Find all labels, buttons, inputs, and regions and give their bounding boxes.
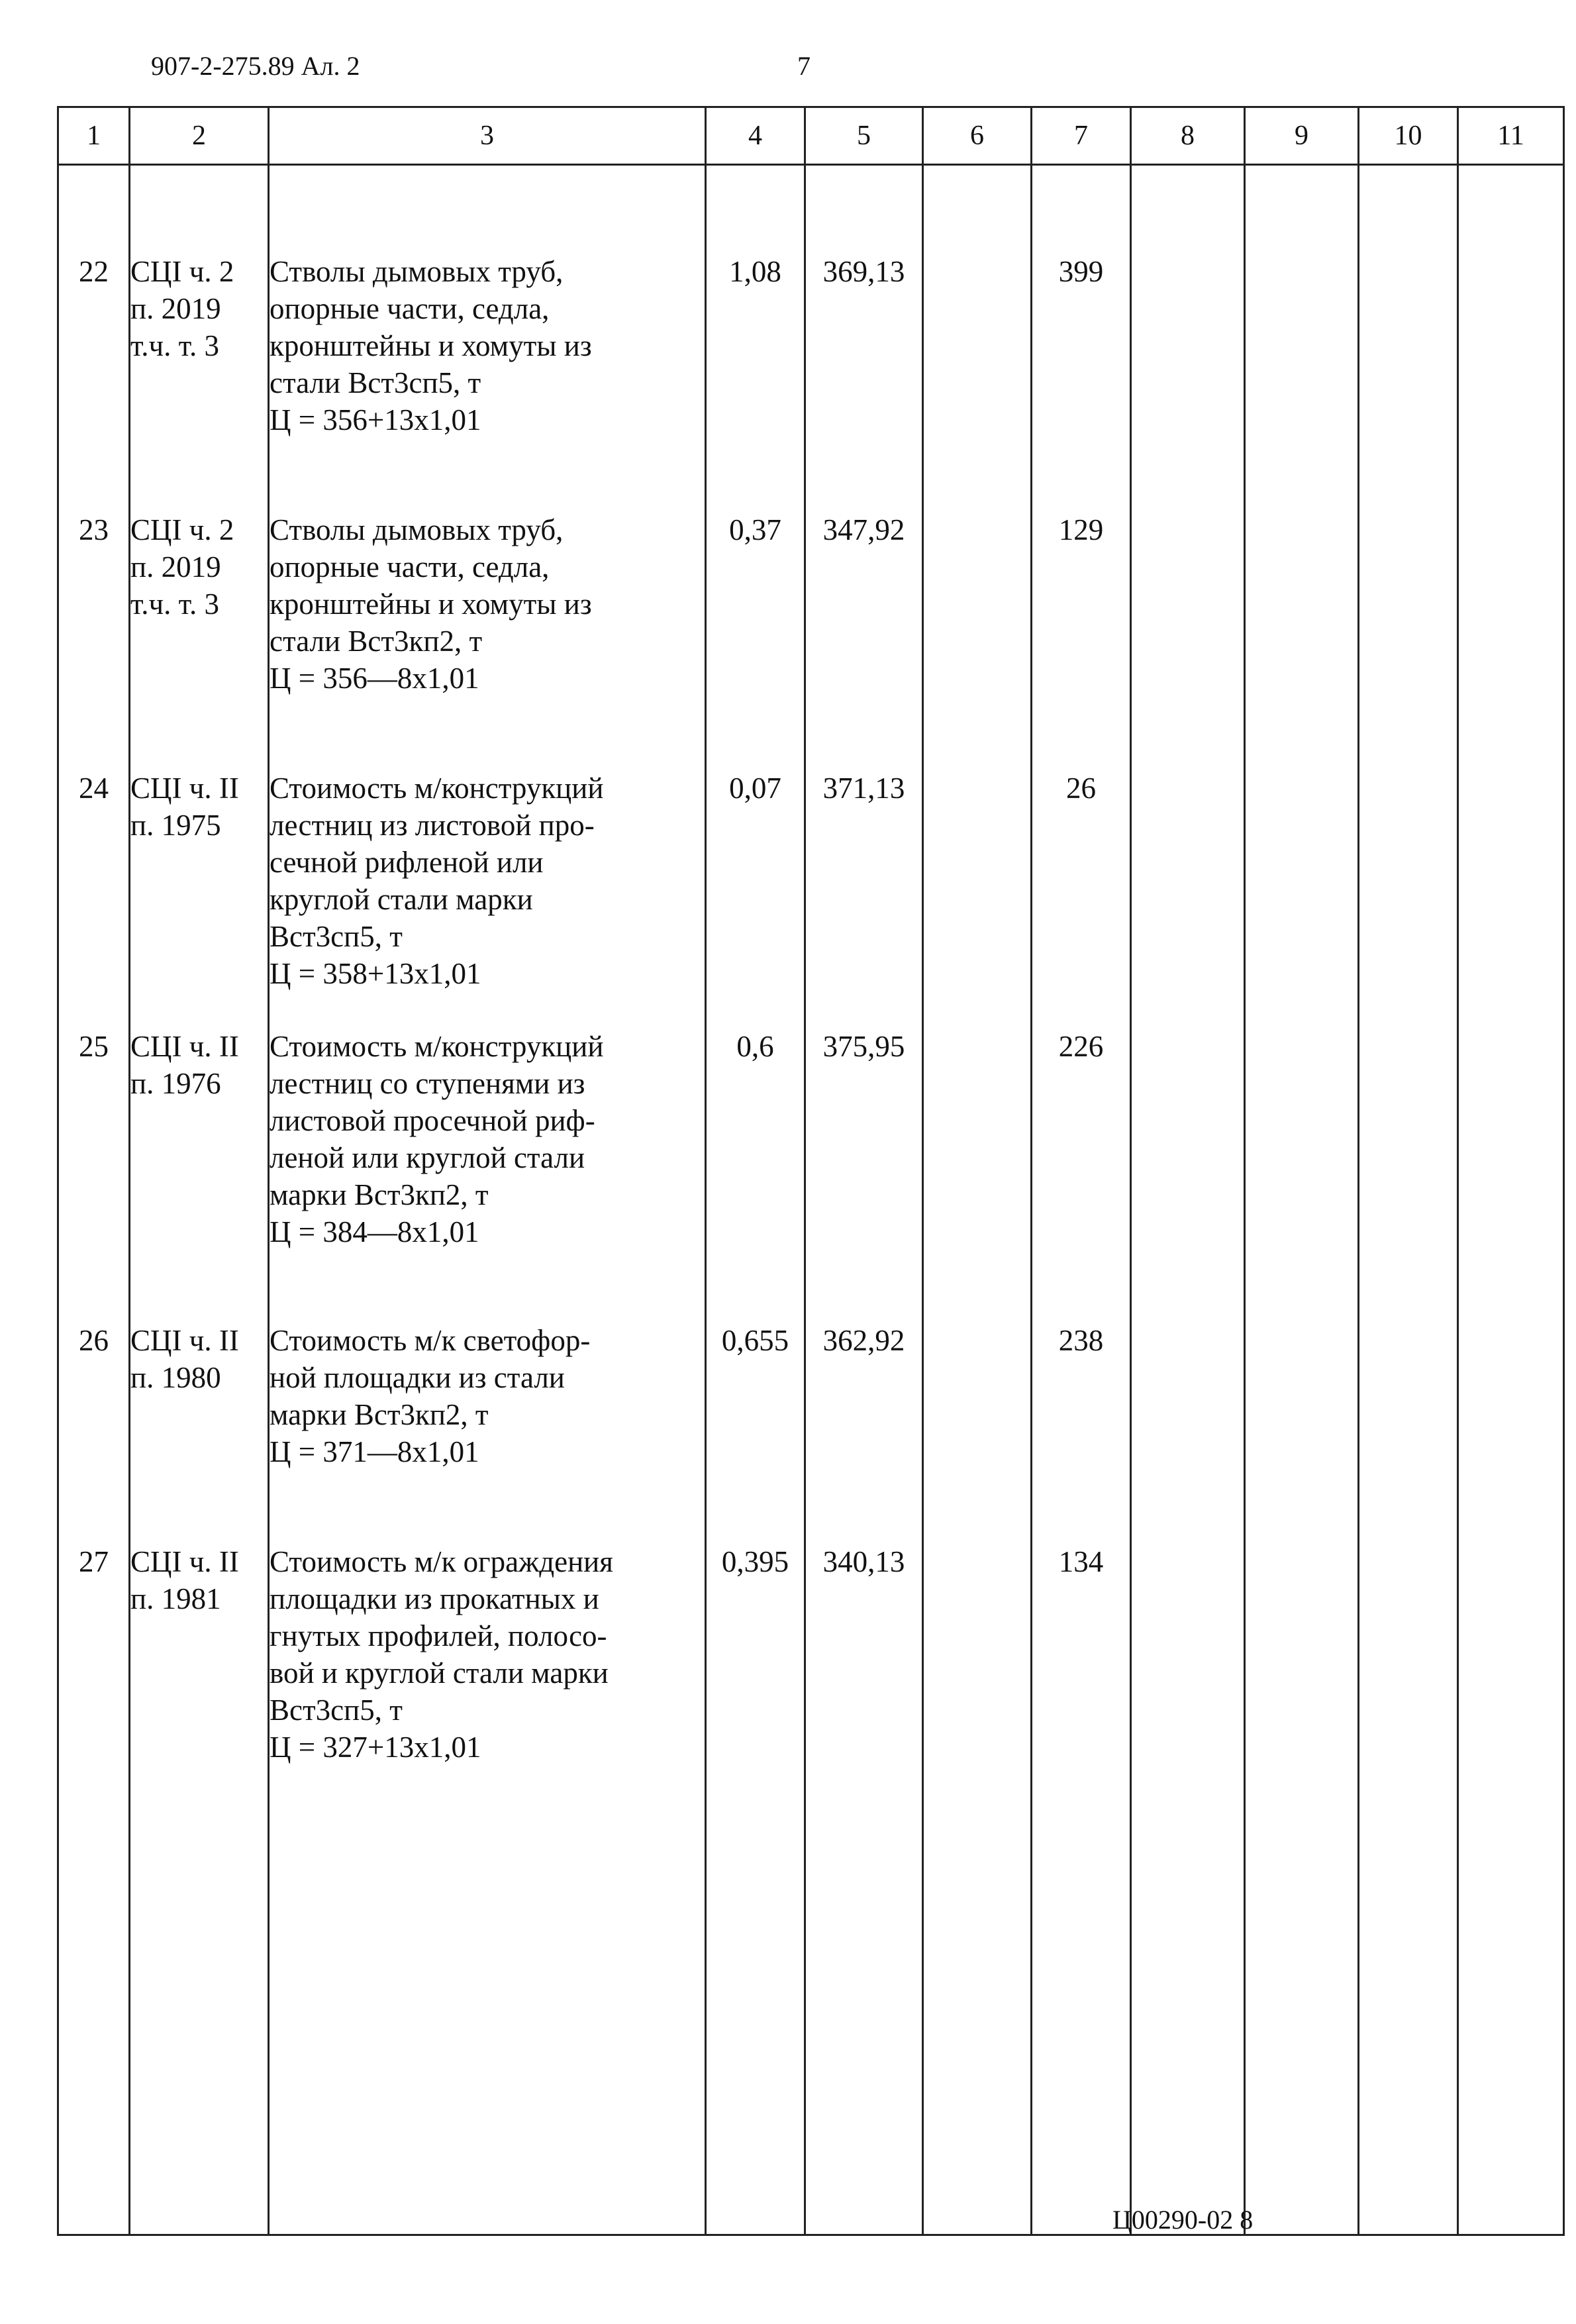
table-body-row xyxy=(58,165,1564,2235)
reference-line: СЦI ч. 2 xyxy=(130,513,234,546)
description-line: лестниц из листовой про- xyxy=(270,809,595,842)
description-line: стали Вст3сп5, т xyxy=(270,366,481,399)
description-line: марки Вст3кп2, т xyxy=(270,1178,489,1211)
unit-price-value: 340,13 xyxy=(822,1545,905,1578)
description-line: леной или круглой стали xyxy=(270,1141,585,1174)
reference-line: п. 2019 xyxy=(130,550,221,583)
reference-line: СЦI ч. II xyxy=(130,1545,239,1578)
description-cell xyxy=(270,1322,705,1543)
quantity-value: 0,6 xyxy=(736,1030,774,1063)
unit-price-column xyxy=(805,165,923,2235)
reference-line: п. 1976 xyxy=(130,1067,221,1100)
unit-price-value: 369,13 xyxy=(822,255,905,288)
description-line: ной площадки из стали xyxy=(270,1361,565,1394)
reference-line: т.ч. т. 3 xyxy=(130,587,219,621)
description-line: Стоимость м/конструкций xyxy=(270,1030,604,1063)
reference-cell xyxy=(130,1028,268,1322)
total-value: 238 xyxy=(1058,1324,1104,1357)
description-line: лестниц со ступенями из xyxy=(270,1067,585,1100)
sheet-code: Ц00290-02 8 xyxy=(1112,2205,1254,2235)
total-value: 134 xyxy=(1058,1545,1104,1578)
price-formula: Ц = 358+13х1,01 xyxy=(270,957,481,990)
reference-cell xyxy=(130,1322,268,1543)
reference-line: СЦI ч. II xyxy=(130,772,239,805)
description-line: марки Вст3кп2, т xyxy=(270,1398,489,1431)
item-number: 23 xyxy=(79,513,109,546)
price-formula: Ц = 327+13х1,01 xyxy=(270,1731,481,1764)
quantity-value: 0,395 xyxy=(721,1545,789,1578)
price-formula: Ц = 371—8х1,01 xyxy=(270,1435,479,1468)
price-formula: Ц = 356+13х1,01 xyxy=(270,403,481,436)
description-line: Стоимость м/к ограждения xyxy=(270,1545,613,1578)
column-header: 6 xyxy=(923,107,1032,165)
description-line: Вст3сп5, т xyxy=(270,1693,403,1727)
description-line: кронштейны и хомуты из xyxy=(270,329,592,362)
unit-price-value: 362,92 xyxy=(822,1324,905,1357)
quantity-value: 0,655 xyxy=(721,1324,789,1357)
column-header: 5 xyxy=(805,107,923,165)
column-11 xyxy=(1458,165,1564,2235)
reference-line: п. 1975 xyxy=(130,809,221,842)
description-cell xyxy=(270,770,705,1028)
column-header-row xyxy=(58,107,1564,165)
item-number: 22 xyxy=(79,255,109,288)
total-value: 226 xyxy=(1058,1030,1104,1063)
reference-line: т.ч. т. 3 xyxy=(130,329,219,362)
column-header: 2 xyxy=(130,107,269,165)
description-line: сечной рифленой или xyxy=(270,846,544,879)
description-line: опорные части, седла, xyxy=(270,550,550,583)
column-header: 10 xyxy=(1359,107,1458,165)
reference-line: п. 1981 xyxy=(130,1582,221,1615)
description-line: опорные части, седла, xyxy=(270,292,550,325)
unit-price-value: 375,95 xyxy=(822,1030,905,1063)
quantity-value: 1,08 xyxy=(729,255,781,288)
description-cell xyxy=(270,1543,705,1801)
reference-line: п. 2019 xyxy=(130,292,221,325)
reference-column xyxy=(130,165,269,2235)
column-header: 4 xyxy=(706,107,805,165)
item-number: 25 xyxy=(79,1030,109,1063)
description-cell xyxy=(270,1028,705,1322)
reference-line: СЦI ч. II xyxy=(130,1324,239,1357)
total-value: 26 xyxy=(1066,772,1096,805)
reference-cell xyxy=(130,1543,268,1801)
item-number-column xyxy=(58,165,130,2235)
column-header: 9 xyxy=(1245,107,1359,165)
item-number: 27 xyxy=(79,1545,109,1578)
total-value: 129 xyxy=(1058,513,1104,546)
quantity-column xyxy=(706,165,805,2235)
page-number: 7 xyxy=(797,51,811,81)
column-header: 7 xyxy=(1032,107,1131,165)
description-line: Вст3сп5, т xyxy=(270,920,403,953)
description-line: листовой просечной риф- xyxy=(270,1104,595,1137)
description-line: гнутых профилей, полосо- xyxy=(270,1619,607,1652)
description-cell xyxy=(270,253,705,511)
description-line: кронштейны и хомуты из xyxy=(270,587,592,621)
description-line: площадки из прокатных и xyxy=(270,1582,599,1615)
description-column xyxy=(269,165,706,2235)
reference-line: п. 1980 xyxy=(130,1361,221,1394)
quantity-value: 0,07 xyxy=(729,772,781,805)
quantity-value: 0,37 xyxy=(729,513,781,546)
description-line: вой и круглой стали марки xyxy=(270,1656,609,1690)
column-header: 8 xyxy=(1131,107,1245,165)
estimate-table xyxy=(57,106,1565,2236)
item-number: 24 xyxy=(79,772,109,805)
column-9 xyxy=(1245,165,1359,2235)
description-line: стали Вст3кп2, т xyxy=(270,625,483,658)
reference-cell xyxy=(130,511,268,770)
reference-line: СЦI ч. 2 xyxy=(130,255,234,288)
price-formula: Ц = 384—8х1,01 xyxy=(270,1215,479,1248)
price-formula: Ц = 356—8х1,01 xyxy=(270,662,479,695)
description-line: Стоимость м/к светофор- xyxy=(270,1324,591,1357)
reference-cell xyxy=(130,770,268,1028)
column-header: 11 xyxy=(1458,107,1564,165)
total-column xyxy=(1032,165,1131,2235)
description-cell xyxy=(270,511,705,770)
unit-price-value: 347,92 xyxy=(822,513,905,546)
description-line: Стволы дымовых труб, xyxy=(270,513,564,546)
column-header: 1 xyxy=(58,107,130,165)
column-6 xyxy=(923,165,1032,2235)
total-value: 399 xyxy=(1058,255,1104,288)
column-10 xyxy=(1359,165,1458,2235)
description-line: круглой стали марки xyxy=(270,883,533,916)
unit-price-value: 371,13 xyxy=(822,772,905,805)
reference-line: СЦI ч. II xyxy=(130,1030,239,1063)
column-header: 3 xyxy=(269,107,706,165)
column-8 xyxy=(1131,165,1245,2235)
item-number: 26 xyxy=(79,1324,109,1357)
description-line: Стоимость м/конструкций xyxy=(270,772,604,805)
reference-cell xyxy=(130,253,268,511)
document-code: 907-2-275.89 Ал. 2 xyxy=(151,51,360,81)
description-line: Стволы дымовых труб, xyxy=(270,255,564,288)
